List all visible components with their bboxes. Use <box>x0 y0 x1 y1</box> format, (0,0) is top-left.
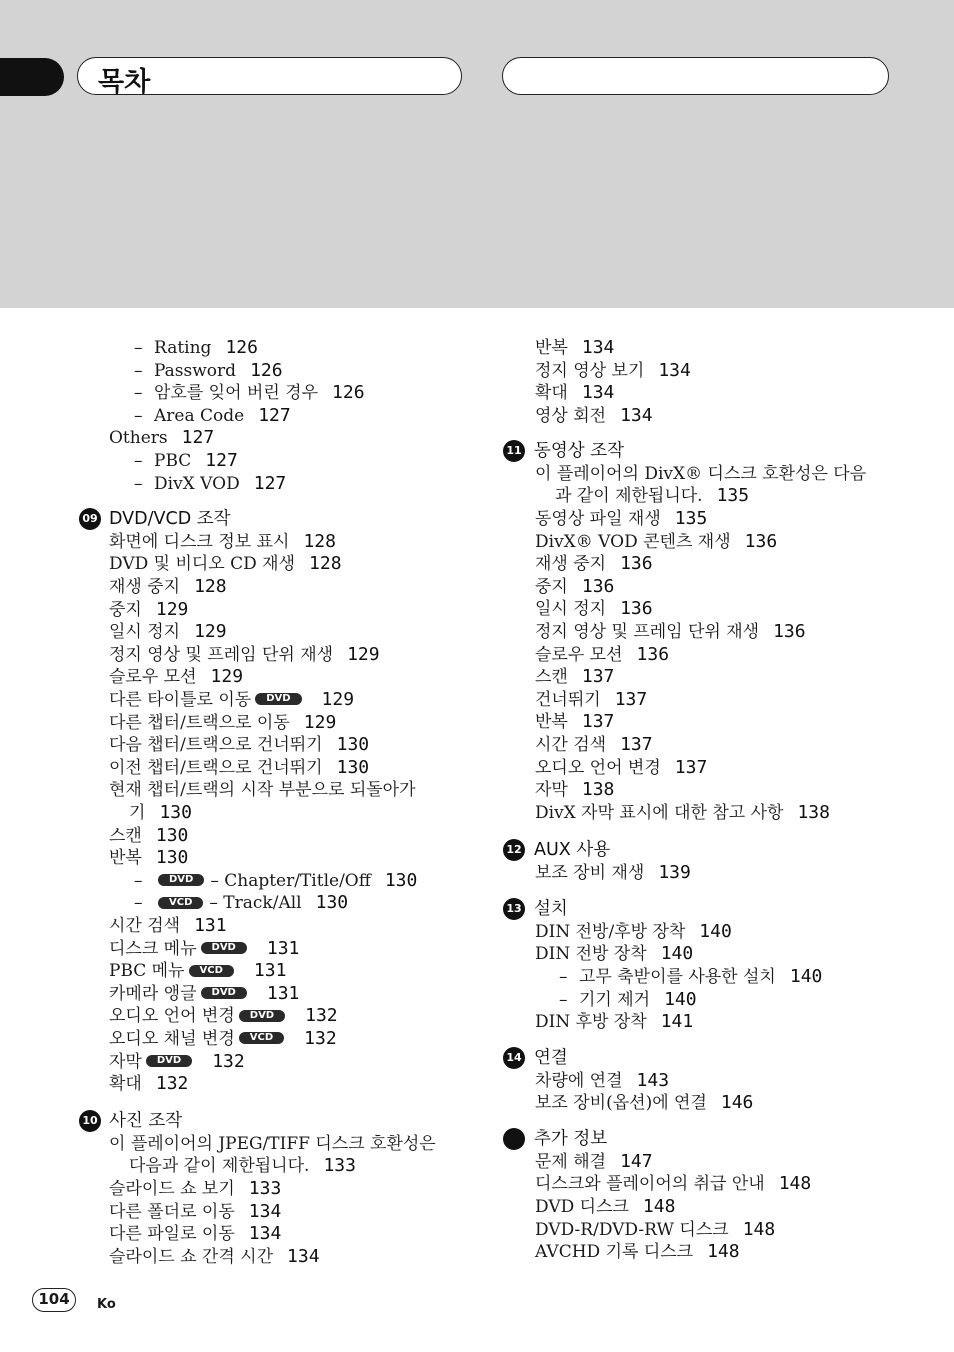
entry-page: 132 <box>212 1050 245 1072</box>
section-number-icon: 13 <box>503 898 525 920</box>
entry-page: 134 <box>581 337 615 358</box>
entry-page: 126 <box>332 382 365 404</box>
entry-page: 136 <box>636 643 670 665</box>
entry-label: AVCHD 기록 디스크 <box>535 1242 694 1263</box>
entry-label: 정지 영상 및 프레임 단위 재생 <box>109 644 334 665</box>
toc-entry[interactable] <box>109 847 188 869</box>
entry-page: 147 <box>620 1150 653 1172</box>
toc-entry[interactable] <box>535 1241 740 1263</box>
entry-page: 140 <box>664 988 697 1010</box>
toc-entry[interactable] <box>535 779 614 801</box>
entry-label: Area Code <box>154 405 245 426</box>
entry-label: 영상 회전 <box>535 405 607 426</box>
entry-label: 슬라이드 쇼 보기 <box>109 1178 235 1199</box>
entry-label: Password <box>154 360 237 381</box>
entry-label: DIN 전방 장착 <box>535 944 647 965</box>
toc-entry[interactable] <box>535 337 614 359</box>
toc-entry[interactable] <box>134 405 291 427</box>
entry-label: DivX VOD <box>154 473 240 494</box>
entry-label: 자막 <box>109 1051 142 1072</box>
section-heading[interactable]: 추가 정보 <box>534 1129 608 1149</box>
entry-page: 141 <box>660 1011 694 1033</box>
toc-entry[interactable] <box>535 1196 675 1218</box>
entry-label: DVD 디스크 <box>535 1196 629 1217</box>
entry-label: 화면에 디스크 정보 표시 <box>109 531 290 552</box>
entry-label: DivX® VOD 콘텐츠 재생 <box>535 531 731 552</box>
entry-label: DIN 전방/후방 장착 <box>535 921 686 942</box>
toc-entry[interactable] <box>109 915 227 937</box>
entry-page: 137 <box>581 666 615 688</box>
language-code: Ko <box>97 1297 116 1312</box>
entry-page: 129 <box>155 598 189 620</box>
entry-label: PBC 메뉴 <box>109 961 185 982</box>
toc-entry[interactable] <box>109 599 188 621</box>
toc-entry[interactable] <box>535 644 669 666</box>
entry-label: 디스크 메뉴 <box>109 938 197 959</box>
toc-entry[interactable] <box>535 598 653 620</box>
toc-entry[interactable] <box>535 943 693 965</box>
entry-page: 137 <box>674 756 708 778</box>
entry-label: Rating <box>154 338 212 358</box>
toc-entry[interactable] <box>535 382 614 404</box>
toc-entry[interactable] <box>109 1051 245 1073</box>
dash-marker: – <box>559 989 568 1010</box>
entry-label: 확대 <box>109 1074 142 1095</box>
section-number-icon: 11 <box>503 440 525 462</box>
entry-label: 반복 <box>535 712 568 733</box>
section-heading[interactable]: 사진 조작 <box>109 1111 183 1131</box>
toc-entry[interactable] <box>535 1151 653 1173</box>
toc-entry[interactable] <box>109 757 369 779</box>
toc-entry[interactable] <box>109 1178 281 1200</box>
toc-entry[interactable] <box>109 712 336 734</box>
entry-label: 일시 정지 <box>109 622 181 643</box>
toc-entry[interactable] <box>109 427 214 449</box>
section-number-icon: 09 <box>79 508 101 530</box>
toc-entry[interactable] <box>109 1133 436 1155</box>
toc-entry[interactable] <box>535 666 614 688</box>
entry-label: 이 플레이어의 DivX® 디스크 호환성은 다음 <box>535 463 867 484</box>
entry-page: 132 <box>304 1027 337 1049</box>
toc-entry[interactable] <box>535 1070 669 1092</box>
entry-page: 137 <box>581 711 615 733</box>
entry-label: 다른 타이틀로 이동 <box>109 689 252 710</box>
toc-entry[interactable] <box>109 983 299 1005</box>
entry-page: 148 <box>778 1173 812 1195</box>
section-heading[interactable]: DVD/VCD 조작 <box>109 509 231 529</box>
entry-page: 133 <box>323 1155 356 1177</box>
entry-page: 132 <box>305 1005 338 1027</box>
entry-page: 131 <box>266 982 300 1004</box>
entry-page: 139 <box>658 861 691 883</box>
format-badge: DVD <box>146 1055 192 1067</box>
entry-page: 129 <box>321 688 355 710</box>
entry-page: 146 <box>720 1092 754 1114</box>
entry-label: 다음 챕터/트랙으로 건너뛰기 <box>109 735 323 756</box>
toc-entry[interactable] <box>535 921 732 943</box>
section-tab <box>0 58 64 96</box>
entry-page: 127 <box>181 427 215 449</box>
section-number-icon: 14 <box>503 1047 525 1069</box>
toc-entry[interactable] <box>134 870 417 892</box>
toc-entry[interactable] <box>109 621 227 643</box>
entry-page: 129 <box>210 666 244 688</box>
toc-entry[interactable] <box>535 734 653 756</box>
entry-label: 재생 중지 <box>109 576 181 597</box>
entry-page: 131 <box>266 937 300 959</box>
entry-label: Others <box>109 428 168 449</box>
entry-label: 과 같이 제한됩니다. <box>555 486 703 507</box>
entry-page: 133 <box>248 1177 282 1199</box>
entry-page: 131 <box>253 960 287 982</box>
entry-label: 확대 <box>535 383 568 404</box>
entry-page: 135 <box>674 507 708 529</box>
entry-page: 127 <box>205 450 238 471</box>
entry-page: 127 <box>258 404 291 426</box>
toc-entry[interactable] <box>535 1092 753 1114</box>
entry-page: 126 <box>250 359 283 381</box>
entry-page: 134 <box>248 1223 282 1245</box>
entry-label: 다음과 같이 제한됩니다. <box>129 1156 310 1177</box>
toc-entry[interactable] <box>109 734 369 756</box>
section-heading[interactable]: 연결 <box>534 1048 568 1068</box>
dash-marker: – <box>134 383 143 404</box>
toc-entry[interactable] <box>535 862 691 884</box>
entry-page: 136 <box>620 598 653 620</box>
section-heading[interactable]: AUX 사용 <box>534 840 611 860</box>
format-badge: DVD <box>201 942 247 954</box>
format-badge: VCD <box>158 897 203 909</box>
section-heading[interactable]: 동영상 조작 <box>534 441 625 461</box>
entry-page: 134 <box>620 404 653 426</box>
toc-entry[interactable] <box>129 1155 356 1177</box>
dash-marker: – <box>559 966 568 987</box>
entry-label: DivX 자막 표시에 대한 참고 사항 <box>535 802 784 823</box>
section-number-icon: 12 <box>503 839 525 861</box>
entry-page: 131 <box>194 914 227 936</box>
entry-page: 130 <box>159 801 192 823</box>
toc-entry[interactable] <box>535 711 614 733</box>
entry-page: 137 <box>620 733 653 755</box>
entry-page: 134 <box>581 382 615 404</box>
toc-entry[interactable] <box>535 360 691 382</box>
entry-label: 차량에 연결 <box>535 1070 623 1091</box>
toc-entry[interactable] <box>109 1073 188 1095</box>
entry-label: 중지 <box>535 576 568 597</box>
format-badge: DVD <box>239 1010 285 1022</box>
entry-page: 132 <box>155 1073 189 1095</box>
entry-page: 128 <box>309 553 342 575</box>
toc-entry[interactable] <box>109 666 243 688</box>
entry-label: 현재 챕터/트랙의 시작 부분으로 되돌아가 <box>109 780 416 801</box>
toc-entry[interactable] <box>134 360 283 382</box>
entry-page: 128 <box>194 575 227 597</box>
toc-entry[interactable] <box>535 757 707 779</box>
entry-page: 128 <box>303 530 336 552</box>
section-heading[interactable]: 설치 <box>534 899 568 919</box>
toc-entry[interactable] <box>134 382 365 404</box>
toc-entry[interactable] <box>535 463 866 485</box>
entry-page: 143 <box>636 1069 670 1091</box>
empty-header-pill <box>502 57 889 95</box>
toc-entry[interactable] <box>134 337 258 359</box>
entry-label: 슬라이드 쇼 간격 시간 <box>109 1246 274 1267</box>
entry-label: DVD-R/DVD-RW 디스크 <box>535 1219 729 1240</box>
entry-page: 129 <box>347 643 380 665</box>
entry-label: 슬로우 모션 <box>109 667 197 688</box>
entry-page: 148 <box>642 1195 676 1217</box>
page-title: 목차 <box>98 67 151 98</box>
entry-label: – Chapter/Title/Off <box>210 870 371 891</box>
dash-marker: – <box>134 870 143 891</box>
entry-page: 136 <box>620 553 653 575</box>
toc-entry[interactable] <box>109 576 227 598</box>
title-pill <box>77 57 462 98</box>
entry-page: 138 <box>797 801 830 823</box>
toc-entry[interactable] <box>109 960 286 982</box>
entry-page: 135 <box>716 485 750 507</box>
entry-page: 138 <box>581 779 615 801</box>
entry-page: 126 <box>225 337 258 358</box>
entry-page: 140 <box>789 965 823 987</box>
toc-entry[interactable] <box>535 802 830 824</box>
format-badge: VCD <box>189 965 234 977</box>
entry-page: 136 <box>581 575 615 597</box>
format-badge: DVD <box>201 987 247 999</box>
entry-label: 이전 챕터/트랙으로 건너뛰기 <box>109 757 323 778</box>
entry-label: 기 <box>129 802 146 823</box>
toc-entry[interactable] <box>134 473 286 495</box>
toc-entry[interactable] <box>109 644 380 666</box>
toc-entry[interactable] <box>559 966 822 988</box>
entry-label: 다른 챕터/트랙으로 이동 <box>109 712 290 733</box>
entry-page: 140 <box>660 943 694 965</box>
toc-entry[interactable] <box>109 1201 281 1223</box>
entry-page: 130 <box>155 847 189 869</box>
toc-entry[interactable] <box>109 1223 281 1245</box>
entry-page: 130 <box>315 892 349 914</box>
entry-label: DVD 및 비디오 CD 재생 <box>109 554 296 575</box>
toc-entry[interactable] <box>109 1005 338 1027</box>
entry-label: 암호를 잊어 버린 경우 <box>154 383 319 404</box>
toc-entry[interactable] <box>109 779 416 801</box>
toc-entry[interactable] <box>134 450 238 472</box>
entry-label: 스캔 <box>535 667 568 688</box>
toc-entry[interactable] <box>134 892 348 914</box>
entry-page: 134 <box>658 359 691 381</box>
entry-page: 130 <box>336 734 370 756</box>
entry-label: 카메라 앵글 <box>109 983 197 1004</box>
entry-label: 시간 검색 <box>109 915 181 936</box>
toc-entry[interactable] <box>559 989 697 1011</box>
entry-label: 문제 해결 <box>535 1151 607 1172</box>
entry-label: 이 플레이어의 JPEG/TIFF 디스크 호환성은 <box>109 1133 436 1154</box>
entry-page: 148 <box>707 1241 740 1263</box>
entry-label: – Track/All <box>209 893 302 914</box>
entry-label: DIN 후방 장착 <box>535 1012 647 1033</box>
entry-label: 동영상 파일 재생 <box>535 508 661 529</box>
dash-marker: – <box>134 451 143 471</box>
entry-label: 디스크와 플레이어의 취급 안내 <box>535 1174 765 1195</box>
header-band <box>0 0 954 308</box>
dash-marker: – <box>134 893 143 914</box>
entry-page: 129 <box>303 711 337 733</box>
entry-page: 140 <box>699 920 732 942</box>
toc-entry[interactable] <box>109 531 336 553</box>
entry-label: 반복 <box>109 848 142 869</box>
dash-marker: – <box>134 405 143 426</box>
entry-label: 시간 검색 <box>535 734 607 755</box>
entry-page: 130 <box>336 756 370 778</box>
entry-label: 정지 영상 보기 <box>535 360 645 381</box>
toc-entry[interactable] <box>535 508 707 530</box>
entry-label: 자막 <box>535 780 568 801</box>
entry-page: 136 <box>773 620 806 642</box>
entry-page: 136 <box>744 530 778 552</box>
dash-marker: – <box>134 338 143 358</box>
entry-label: 중지 <box>109 599 142 620</box>
entry-page: 127 <box>253 472 287 494</box>
toc-entry[interactable] <box>109 1028 337 1050</box>
toc-entry[interactable] <box>109 689 354 711</box>
entry-label: 일시 정지 <box>535 599 607 620</box>
toc-entry[interactable] <box>535 576 614 598</box>
section-number-icon: 10 <box>79 1110 101 1132</box>
toc-entry[interactable] <box>555 485 749 507</box>
toc-entry[interactable] <box>535 1011 693 1033</box>
toc-entry[interactable] <box>535 621 806 643</box>
entry-label: 다른 파일로 이동 <box>109 1224 235 1245</box>
entry-page: 148 <box>742 1218 776 1240</box>
toc-entry[interactable] <box>535 1173 811 1195</box>
entry-page: 134 <box>248 1200 282 1222</box>
dash-marker: – <box>134 473 143 494</box>
entry-page: 137 <box>614 688 648 710</box>
toc-entry[interactable] <box>535 405 653 427</box>
entry-label: 보조 장비(옵션)에 연결 <box>535 1093 707 1114</box>
format-badge: VCD <box>239 1032 284 1044</box>
entry-label: 오디오 채널 변경 <box>109 1028 235 1049</box>
toc-entry[interactable] <box>129 802 192 824</box>
entry-label: 건너뛰기 <box>535 689 601 710</box>
toc-entry[interactable] <box>535 531 777 553</box>
entry-label: 정지 영상 및 프레임 단위 재생 <box>535 621 760 642</box>
entry-label: PBC <box>154 451 192 471</box>
page-number: 104 <box>32 1288 76 1312</box>
toc-entry[interactable] <box>109 825 188 847</box>
bullet-dot-icon <box>503 1128 525 1150</box>
entry-label: 다른 폴더로 이동 <box>109 1201 235 1222</box>
toc-entry[interactable] <box>109 553 342 575</box>
entry-label: 오디오 언어 변경 <box>109 1006 235 1027</box>
format-badge: DVD <box>255 693 301 705</box>
entry-page: 134 <box>287 1245 320 1267</box>
toc-entry[interactable] <box>535 1219 775 1241</box>
entry-page: 130 <box>155 824 189 846</box>
entry-label: 오디오 언어 변경 <box>535 757 661 778</box>
entry-label: 반복 <box>535 338 568 358</box>
entry-label: 고무 축받이를 사용한 설치 <box>579 966 776 987</box>
entry-page: 130 <box>384 869 418 891</box>
toc-entry[interactable] <box>109 1246 320 1268</box>
toc-entry[interactable] <box>109 938 299 960</box>
entry-label: 슬로우 모션 <box>535 644 623 665</box>
entry-label: 스캔 <box>109 825 142 846</box>
entry-label: 기기 제거 <box>579 989 651 1010</box>
dash-marker: – <box>134 360 143 381</box>
entry-label: 보조 장비 재생 <box>535 862 645 883</box>
entry-page: 129 <box>194 621 227 643</box>
toc-entry[interactable] <box>535 689 647 711</box>
entry-label: 재생 중지 <box>535 554 607 575</box>
format-badge: DVD <box>158 874 204 886</box>
toc-entry[interactable] <box>535 553 653 575</box>
